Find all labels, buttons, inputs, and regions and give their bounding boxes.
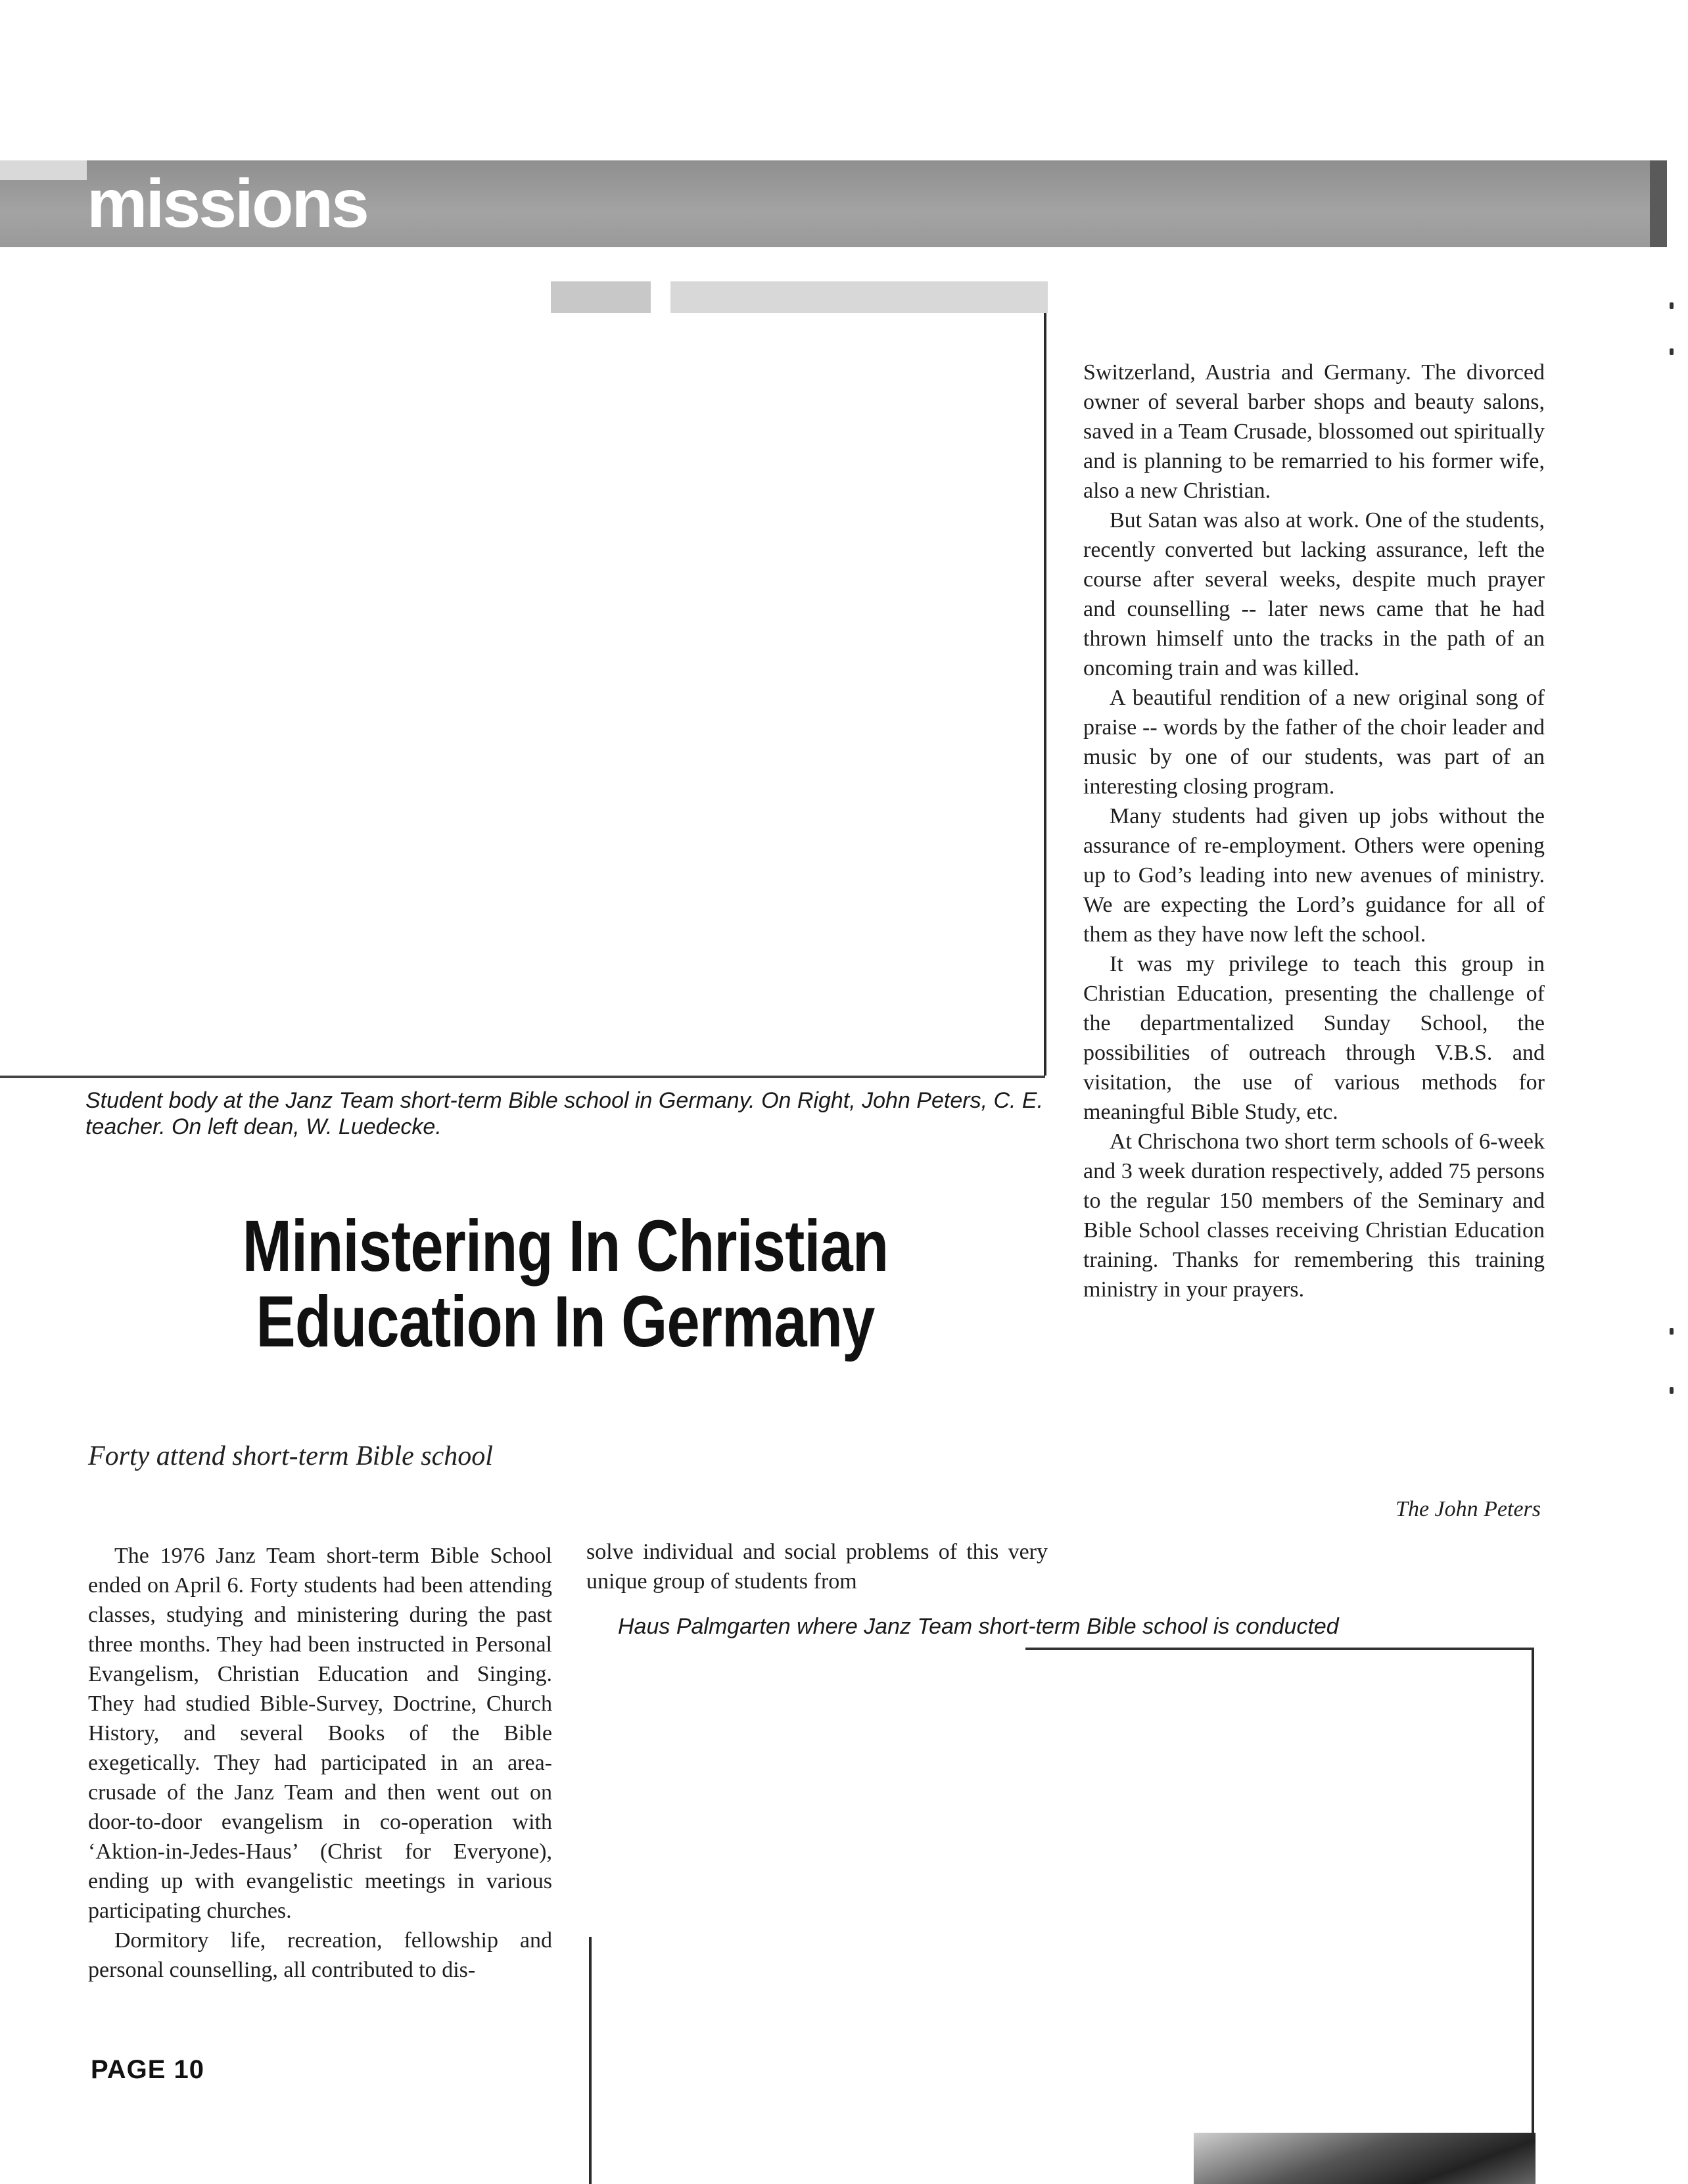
page-number: PAGE 10 [91, 2055, 204, 2084]
photo-corner-detail [1194, 2133, 1536, 2184]
header-bar-dark-edge [1650, 160, 1667, 247]
photo-top-edge-right [670, 281, 1048, 313]
article-column-2 [586, 1537, 1048, 1596]
article-paragraph: The 1976 Janz Team short-term Bible School ended on April 6. Forty students had been attending classes, studying and ministering during the past three months. They had been instructed in Personal Evangelism, Christian Education and Singing. They had studied Bible-Survey, Doctrine, Church History, and several Books of the Bible exegetically. They had participated in an area-crusade of the Janz Team and then went out on door-to-door evangelism in co-operation with ‘Aktion-in-Jedes-Haus’ (Christ for Everyone), ending up with evangelistic meetings in various participating churches. [88, 1544, 552, 1923]
article-paragraph: It was my privilege to teach this group in Christian Education, presenting the challenge of the departmentalized Sunday School, the possibilities of outreach through V.B.S. and visitation, the use of various methods for meaningful Bible Study, etc. [1083, 952, 1545, 1124]
header-bar-light-cap [0, 160, 87, 180]
article-paragraph: But Satan was also at work. One of the students, recently converted but lacking assurance, left the course after several weeks, despite much prayer and counselling -- later news came that he had thrown himself unto the tracks in the path of an oncoming train and was killed. [1083, 508, 1545, 680]
haus-palmgarten-caption: Haus Palmgarten where Janz Team short-term Bible school is conducted [618, 1614, 1339, 1639]
article-paragraph: Many students had given up jobs without the assurance of re-employment. Others were opening up to God’s leading into new avenues of ministry. We are expecting the Lord’s guidance for all of them as they have now left the school. [1083, 804, 1545, 947]
author-signoff: The John Peters [1395, 1497, 1541, 1521]
article-paragraph: A beautiful rendition of a new original song of praise -- words by the father of the choir leader and music by one of our students, was part of an interesting closing program. [1083, 686, 1545, 799]
headline-line-2: Education In Germany [256, 1281, 875, 1362]
student-body-photo [0, 313, 1046, 1076]
headline-line-1: Ministering In Christian [242, 1206, 889, 1287]
article-paragraph: solve individual and social problems of this very unique group of students from [586, 1540, 1048, 1594]
photo-left-edge [589, 1937, 592, 2184]
article-column-3 [1083, 358, 1545, 1304]
photo-bottom-edge [0, 1076, 1045, 1078]
article-paragraph: Dormitory life, recreation, fellowship and personal counselling, all contributed to dis- [88, 1928, 552, 1982]
section-title: missions [87, 166, 367, 242]
article-column-1 [88, 1541, 552, 1985]
scan-speck [1670, 1328, 1674, 1335]
haus-palmgarten-photo [592, 1650, 1534, 2184]
article-subhead: Forty attend short-term Bible school [88, 1441, 493, 1471]
article-paragraph: At Chrischona two short term schools of 6-week and 3 week duration respectively, added 75 persons to the regular 150 members of the Seminary and Bible School classes receiving Christian Education training. Thanks for remembering this training ministry in your prayers. [1083, 1129, 1545, 1302]
scan-speck [1670, 348, 1674, 355]
student-body-caption: Student body at the Janz Team short-term Bible school in Germany. On Right, John Peters, C. E. teacher. On left dean, W. Luedecke. [85, 1088, 1044, 1139]
photo-top-edge [551, 281, 651, 313]
article-paragraph: Switzerland, Austria and Germany. The divorced owner of several barber shops and beauty salons, saved in a Team Crusade, blossomed out spiritually and is planning to be remarried to his former wife, also a new Christian. [1083, 360, 1545, 503]
scan-speck [1670, 302, 1674, 309]
scan-speck [1670, 1387, 1674, 1394]
